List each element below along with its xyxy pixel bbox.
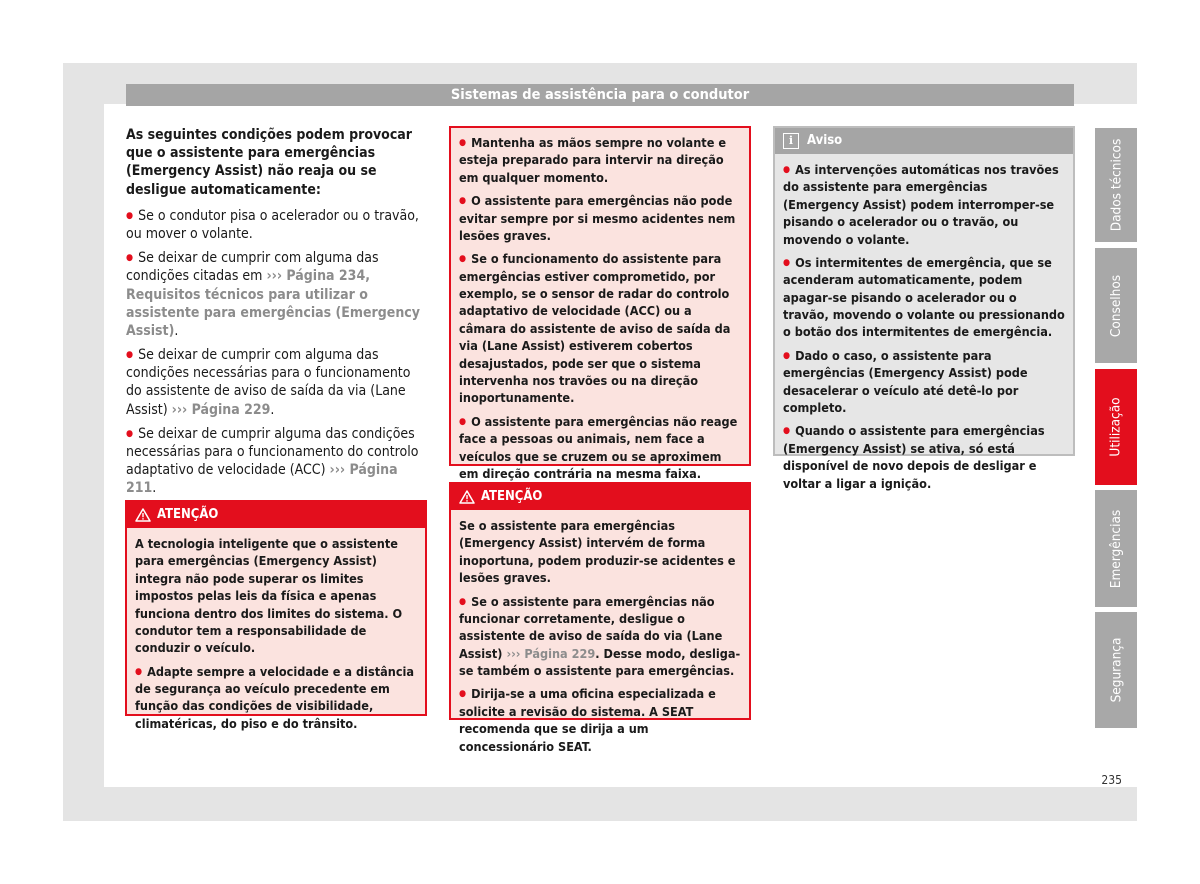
left-column [126, 126, 426, 504]
warning-header [127, 502, 425, 528]
warning-triangle-icon [459, 490, 475, 504]
note-header [775, 128, 1073, 154]
warning-text: Se o assistente para emergências (Emergency Assist) intervém de forma inoportuna, podem produzir-se acidentes e lesões graves. [459, 518, 736, 586]
list-item: ● Se deixar de cumprir com alguma das condições necessárias para o funcionamento do assistente de aviso de saída da via (Lane Assist) ››› Página 229. [126, 346, 426, 419]
warning-item: ● Adapte sempre a velocidade e a distância de segurança ao veículo precedente em função das condições de visibilidade, climatéricas, do piso e do trânsito. [135, 663, 417, 733]
warning-item: ● Mantenha as mãos sempre no volante e esteja preparado para intervir na direção em qualquer momento. [459, 134, 741, 186]
warning-header [451, 484, 749, 510]
intro-text: As seguintes condições podem provocar que o assistente para emergências (Emergency Assist) não reaja ou se desligue automaticamente: [126, 127, 413, 198]
warning-item: ● Se o assistente para emergências não funcionar corretamente, desligue o assistente de aviso de saída do via (Lane Assist) ››› Página 229. Desse modo, desliga-se também o assistente para emergências. [459, 593, 741, 680]
section-header: Sistemas de assistência para o condutor [126, 84, 1074, 106]
tab-seguranca[interactable]: Segurança [1095, 612, 1137, 728]
page-number: 235 [1101, 773, 1122, 787]
warning-title: ATENÇÃO [481, 489, 543, 504]
note-item: ● Dado o caso, o assistente para emergências (Emergency Assist) pode desacelerar o veículo até detê-lo por completo. [783, 347, 1065, 417]
list-item: ● Se deixar de cumprir alguma das condições necessárias para o funcionamento do controlo adaptativo de velocidade (ACC) ››› Página 211. [126, 425, 426, 498]
note-item: ● Os intermitentes de emergência, que se acenderam automaticamente, podem apagar-se pisando o acelerador ou o travão, movendo o volante ou pressionando o botão dos intermitentes de emergência. [783, 254, 1065, 341]
note-item: ● Quando o assistente para emergências (Emergency Assist) se ativa, só está disponível de novo depois de desligar e voltar a ligar a ignição. [783, 422, 1065, 492]
page-reference-link[interactable]: ››› Página 234, Requisitos técnicos para utilizar o assistente para emergências (Emergency Assist) [126, 268, 420, 339]
warning-box-continued [449, 126, 751, 481]
note-item: ● As intervenções automáticas nos travões do assistente para emergências (Emergency Assist) podem interromper-se pisando o acelerador ou o travão, ou movendo o volante. [783, 161, 1065, 248]
tab-utilizacao[interactable]: Utilização [1095, 369, 1137, 485]
page-reference-link[interactable]: ››› Página 211 [126, 462, 398, 497]
page-reference-link[interactable]: ››› Página 229 [506, 645, 596, 661]
list-item: ● Se o condutor pisa o acelerador ou o travão, ou mover o volante. [126, 207, 426, 243]
page-reference-link[interactable]: ››› Página 229 [171, 401, 271, 418]
warning-item: ● Dirija-se a uma oficina especializada e solicite a revisão do sistema. A SEAT recomenda que se dirija a um concessionário SEAT. [459, 685, 741, 755]
warning-box [125, 500, 427, 731]
warning-item: ● O assistente para emergências não pode evitar sempre por si mesmo acidentes nem lesões graves. [459, 192, 741, 244]
warning-text: A tecnologia inteligente que o assistente para emergências (Emergency Assist) integra não pode superar os limites impostos pelas leis da física e apenas funciona dentro dos limites do sistema. O condutor tem a responsabilidade de conduzir o veículo. [135, 536, 403, 656]
warning-item: ● O assistente para emergências não reage face a pessoas ou animais, nem face a veículos que se cruzem ou se aproximem em direção contrária na mesma faixa. [459, 413, 741, 483]
warning-item: ● Se o funcionamento do assistente para emergências estiver comprometido, por exemplo, se o sensor de radar do controlo adaptativo de velocidade (ACC) ou a câmara do assistente de aviso de saída da via (Lane Assist) estiverem cobertos desajustados, pode ser que o sistema intervenha nos travões ou na direção inoportunamente. [459, 250, 741, 406]
tab-emergencias[interactable]: Emergências [1095, 490, 1137, 607]
tab-conselhos[interactable]: Conselhos [1095, 248, 1137, 363]
warning-triangle-icon [135, 508, 151, 522]
warning-title: ATENÇÃO [157, 507, 219, 522]
tab-dados-tecnicos[interactable]: Dados técnicos [1095, 128, 1137, 242]
warning-box [449, 482, 751, 754]
note-box [773, 126, 1075, 491]
note-title: Aviso [807, 133, 843, 149]
list-item: ● Se deixar de cumprir com alguma das condições citadas em ››› Página 234, Requisitos técnicos para utilizar o assistente para emergências (Emergency Assist). [126, 249, 426, 340]
info-icon: i [783, 133, 799, 149]
